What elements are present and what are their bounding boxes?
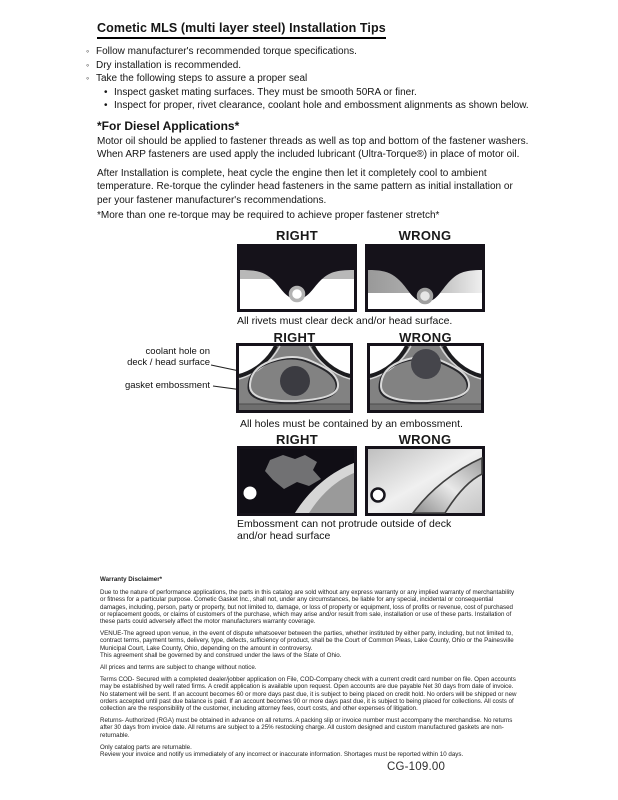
open-bullet-icon: ◦ bbox=[86, 46, 90, 56]
row1-right-label: RIGHT bbox=[276, 228, 318, 243]
gasket-embossment-callout: gasket embossment bbox=[124, 380, 210, 391]
row1-caption: All rivets must clear deck and/or head surface. bbox=[237, 315, 453, 327]
embossment-wrong-diagram bbox=[367, 343, 484, 413]
list-item-text: Dry installation is recommended. bbox=[96, 59, 242, 71]
filled-bullet-icon: • bbox=[104, 86, 108, 98]
row2-wrong-label: WRONG bbox=[399, 330, 452, 345]
installation-tips-list bbox=[86, 45, 556, 113]
list-item-text: Take the following steps to assure a proper seal bbox=[96, 73, 308, 85]
list-item bbox=[104, 99, 556, 113]
row2-caption: All holes must be contained by an embossment. bbox=[240, 418, 463, 430]
row3-caption-line2: and/or head surface bbox=[237, 530, 331, 542]
list-item bbox=[86, 72, 556, 86]
open-bullet-icon: ◦ bbox=[86, 59, 90, 70]
list-item bbox=[86, 59, 556, 73]
disclaimer-paragraph: Only catalog parts are returnable. bbox=[100, 743, 192, 751]
protrusion-wrong-diagram bbox=[365, 446, 485, 516]
filled-bullet-icon: • bbox=[104, 100, 108, 112]
retorque-note: *More than one re-torque may be required to achieve proper fastener stretch* bbox=[97, 210, 440, 221]
embossment-right-diagram bbox=[236, 343, 353, 413]
diesel-paragraph-1: Motor oil should be applied to fastener threads as well as top and bottom of the fastener washers. When ARP fasteners are used apply the included lubricant (Ultra-Torque®) in place of motor oil. bbox=[97, 136, 529, 161]
list-item-text: Inspect gasket mating surfaces. They must be smooth 50RA or finer. bbox=[114, 86, 417, 98]
page-title: Cometic MLS (multi layer steel) Installation Tips bbox=[97, 21, 386, 39]
row1-wrong-label: WRONG bbox=[398, 228, 452, 243]
disclaimer-paragraph: VENUE-The agreed upon venue, in the event of dispute whatsoever between the parties, whether instituted by either party, including, but not limited to, contract terms, payment terms, delivery, type, defects, sufficiency of product, shall be the Court of Common Pleas, Lake County, Ohio or the Painesville Municipal Court, Lake County, Ohio, depending on the amount in controversy. bbox=[100, 630, 514, 652]
warranty-disclaimer bbox=[100, 576, 520, 763]
row3-wrong-label: WRONG bbox=[398, 432, 452, 447]
disclaimer-paragraph: Returns- Authorized (RGA) must be obtained in advance on all returns. A packing slip or invoice number must accompany the merchandise. No returns after 30 days from invoice date. All returns are subject to a 25% restocking charge. All custom designed and custom manufactured gaskets are non-returnable. bbox=[100, 717, 513, 739]
page-code: CG-109.00 bbox=[387, 761, 446, 773]
disclaimer-paragraph: Terms COD- Secured with a completed dealer/jobber application on File, COD-Company check with a current credit card number on file. Open accounts may be established by well rated firms. A credit application is available upon request. Open accounts are due payable Net 30 days from date of invoice. No statement will be sent. If an account becomes 60 or more days past due, it is subject to being placed on credit hold. No orders will be shipped or new orders accepted until past due balance is paid. If an account becomes 90 or more days past due, it is subject to being placed for collections. All costs of collection are the responsibility of the customer, including attorney fees, court costs, and other expenses of litigation. bbox=[100, 676, 517, 713]
disclaimer-paragraph: All prices and terms are subject to change without notice. bbox=[100, 664, 257, 672]
rivet-wrong-diagram bbox=[365, 244, 485, 312]
row2-right-label: RIGHT bbox=[273, 330, 316, 345]
disclaimer-paragraph: Review your invoice and notify us immediately of any incorrect or inaccurate information. Shortages must be reported within 10 days. bbox=[100, 751, 464, 759]
protrusion-right-diagram bbox=[237, 446, 357, 516]
diesel-paragraph-2: After Installation is complete, heat cycle the engine then let it completely cool to ambient temperature. Re-torque the cylinder head fasteners in the same pattern as initial installation or per your fastener manufacturer's recommendations. bbox=[97, 168, 513, 206]
list-item bbox=[86, 45, 556, 59]
list-item-text: Inspect for proper, rivet clearance, coolant hole and embossment alignments as shown below. bbox=[114, 100, 529, 112]
rivet-right-diagram bbox=[237, 244, 357, 312]
disclaimer-paragraph: Due to the nature of performance applications, the parts in this catalog are sold without any express warranty or any implied warranty of merchantability or fitness for a particular purpose. Cometic Gasket Inc., shall not, under any circumstances, be liable for any special, incidental or consequential damages, including, person, party or property, but not limited to, damage, or loss of property or equipment, loss of profits or revenue, cost of purchased or replacement goods, or claims of customers of the purchase, which may arise and/or result from sale, installation or use of these parts. Installation of these parts could adversely affect the motor manufacturers warranty coverage. bbox=[100, 589, 515, 626]
warranty-disclaimer-heading: Warranty Disclaimer* bbox=[100, 576, 163, 583]
coolant-hole-callout: coolant hole on deck / head surface bbox=[127, 346, 210, 368]
list-item bbox=[104, 86, 556, 100]
row3-right-label: RIGHT bbox=[276, 432, 318, 447]
open-bullet-icon: ◦ bbox=[86, 73, 90, 84]
list-item-text: Follow manufacturer's recommended torque specifications. bbox=[96, 46, 357, 57]
disclaimer-paragraph: This agreement shall be governed by and construed under the laws of the State of Ohio. bbox=[100, 651, 342, 659]
diesel-applications-heading: *For Diesel Applications* bbox=[97, 119, 240, 133]
row3-caption-line1: Embossment can not protrude outside of deck bbox=[237, 518, 452, 530]
